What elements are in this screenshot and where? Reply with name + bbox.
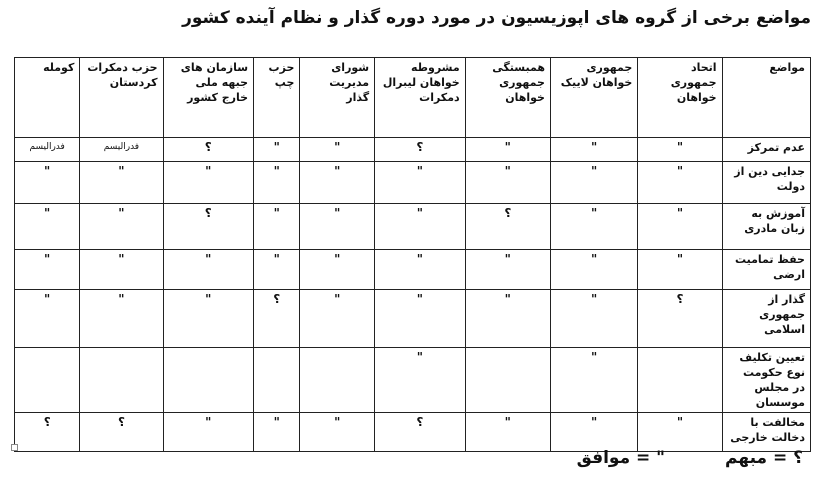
table-cell: " [550, 250, 637, 290]
table-cell: " [465, 250, 550, 290]
row-topic: مخالفت با دخالت خارجی [722, 413, 810, 452]
table-cell: " [375, 348, 466, 413]
table-cell: " [465, 413, 550, 452]
table-cell: ؟ [254, 290, 300, 348]
table-cell: " [300, 138, 375, 162]
table-cell: " [80, 290, 163, 348]
table-move-handle[interactable] [11, 444, 18, 451]
row-topic: گذار از جمهوری اسلامی [722, 290, 810, 348]
table-cell [465, 348, 550, 413]
table-cell [80, 348, 163, 413]
table-cell: " [163, 162, 254, 204]
row-topic: تعیین تکلیف نوع حکومت در مجلس موسسان [722, 348, 810, 413]
row-topic: آموزش به زبان مادری [722, 204, 810, 250]
table-cell: " [375, 250, 466, 290]
header-cell: همبستگی جمهوری خواهان [465, 58, 550, 138]
table-cell: " [300, 162, 375, 204]
header-cell: اتحاد جمهوری خواهان [638, 58, 722, 138]
table-cell: " [550, 204, 637, 250]
table-cell: " [254, 138, 300, 162]
table-cell: " [550, 413, 637, 452]
table-cell: فدرالیسم [15, 138, 80, 162]
table-cell: " [465, 162, 550, 204]
table-cell: " [15, 290, 80, 348]
header-cell: مشروطه خواهان لیبرال دمکرات [375, 58, 466, 138]
header-cell: شورای مدیریت گذار [300, 58, 375, 138]
table-cell: " [638, 413, 722, 452]
table-row [15, 290, 811, 348]
table-row [15, 138, 811, 162]
table-cell: " [465, 138, 550, 162]
table-cell: " [15, 162, 80, 204]
table-cell: " [375, 204, 466, 250]
table-cell: ؟ [465, 204, 550, 250]
legend-agree: " = موافق [576, 448, 666, 468]
legend-unclear: ؟ = مبهم [725, 448, 803, 468]
table-cell: ؟ [80, 413, 163, 452]
table-cell: " [163, 290, 254, 348]
table-cell: ؟ [163, 138, 254, 162]
table-cell: " [465, 290, 550, 348]
table-cell: " [300, 413, 375, 452]
table-row [15, 413, 811, 452]
table-row [15, 348, 811, 413]
table-row [15, 162, 811, 204]
header-cell: حزب دمکرات کردستان [80, 58, 163, 138]
table-cell: " [300, 250, 375, 290]
table-cell: ؟ [375, 138, 466, 162]
table-cell: " [254, 204, 300, 250]
table-cell: ؟ [638, 290, 722, 348]
table-cell: " [80, 204, 163, 250]
table-cell: " [80, 162, 163, 204]
table-cell: " [550, 290, 637, 348]
table-cell: " [15, 250, 80, 290]
positions-table [14, 57, 811, 452]
table-cell: ؟ [163, 204, 254, 250]
table-cell: " [163, 413, 254, 452]
header-cell: سازمان های جبهه ملی خارج کشور [163, 58, 254, 138]
table-cell: " [254, 250, 300, 290]
table-row [15, 250, 811, 290]
header-cell: حزب چپ [254, 58, 300, 138]
table-cell [163, 348, 254, 413]
table-cell: " [375, 290, 466, 348]
table-cell: " [163, 250, 254, 290]
table-cell: " [254, 413, 300, 452]
table-cell: " [550, 138, 637, 162]
header-cell: مواضع [722, 58, 810, 138]
table-cell: ؟ [15, 413, 80, 452]
table-cell: " [638, 162, 722, 204]
table-row [15, 204, 811, 250]
table-cell: " [550, 162, 637, 204]
row-topic: عدم تمرکز [722, 138, 810, 162]
table-cell [15, 348, 80, 413]
table-cell: ؟ [375, 413, 466, 452]
table-cell: " [638, 204, 722, 250]
table-cell: " [638, 138, 722, 162]
row-topic: جدایی دین از دولت [722, 162, 810, 204]
table-cell: " [300, 290, 375, 348]
table-cell: فدرالیسم [80, 138, 163, 162]
table-cell [638, 348, 722, 413]
table-cell [254, 348, 300, 413]
header-cell: جمهوری خواهان لاییک [550, 58, 637, 138]
table-header-row [15, 58, 811, 138]
table-cell: " [254, 162, 300, 204]
table-cell: " [300, 204, 375, 250]
table-cell [300, 348, 375, 413]
legend [577, 448, 803, 468]
table-cell: " [375, 162, 466, 204]
table-cell: " [15, 204, 80, 250]
row-topic: حفظ تمامیت ارضی [722, 250, 810, 290]
table-cell: " [550, 348, 637, 413]
table-cell: " [80, 250, 163, 290]
table-cell: " [638, 250, 722, 290]
page-title: مواضع برخی از گروه های اپوزیسیون در مورد دوره گذار و نظام آینده کشور [182, 8, 811, 28]
header-cell: کومله [15, 58, 80, 138]
